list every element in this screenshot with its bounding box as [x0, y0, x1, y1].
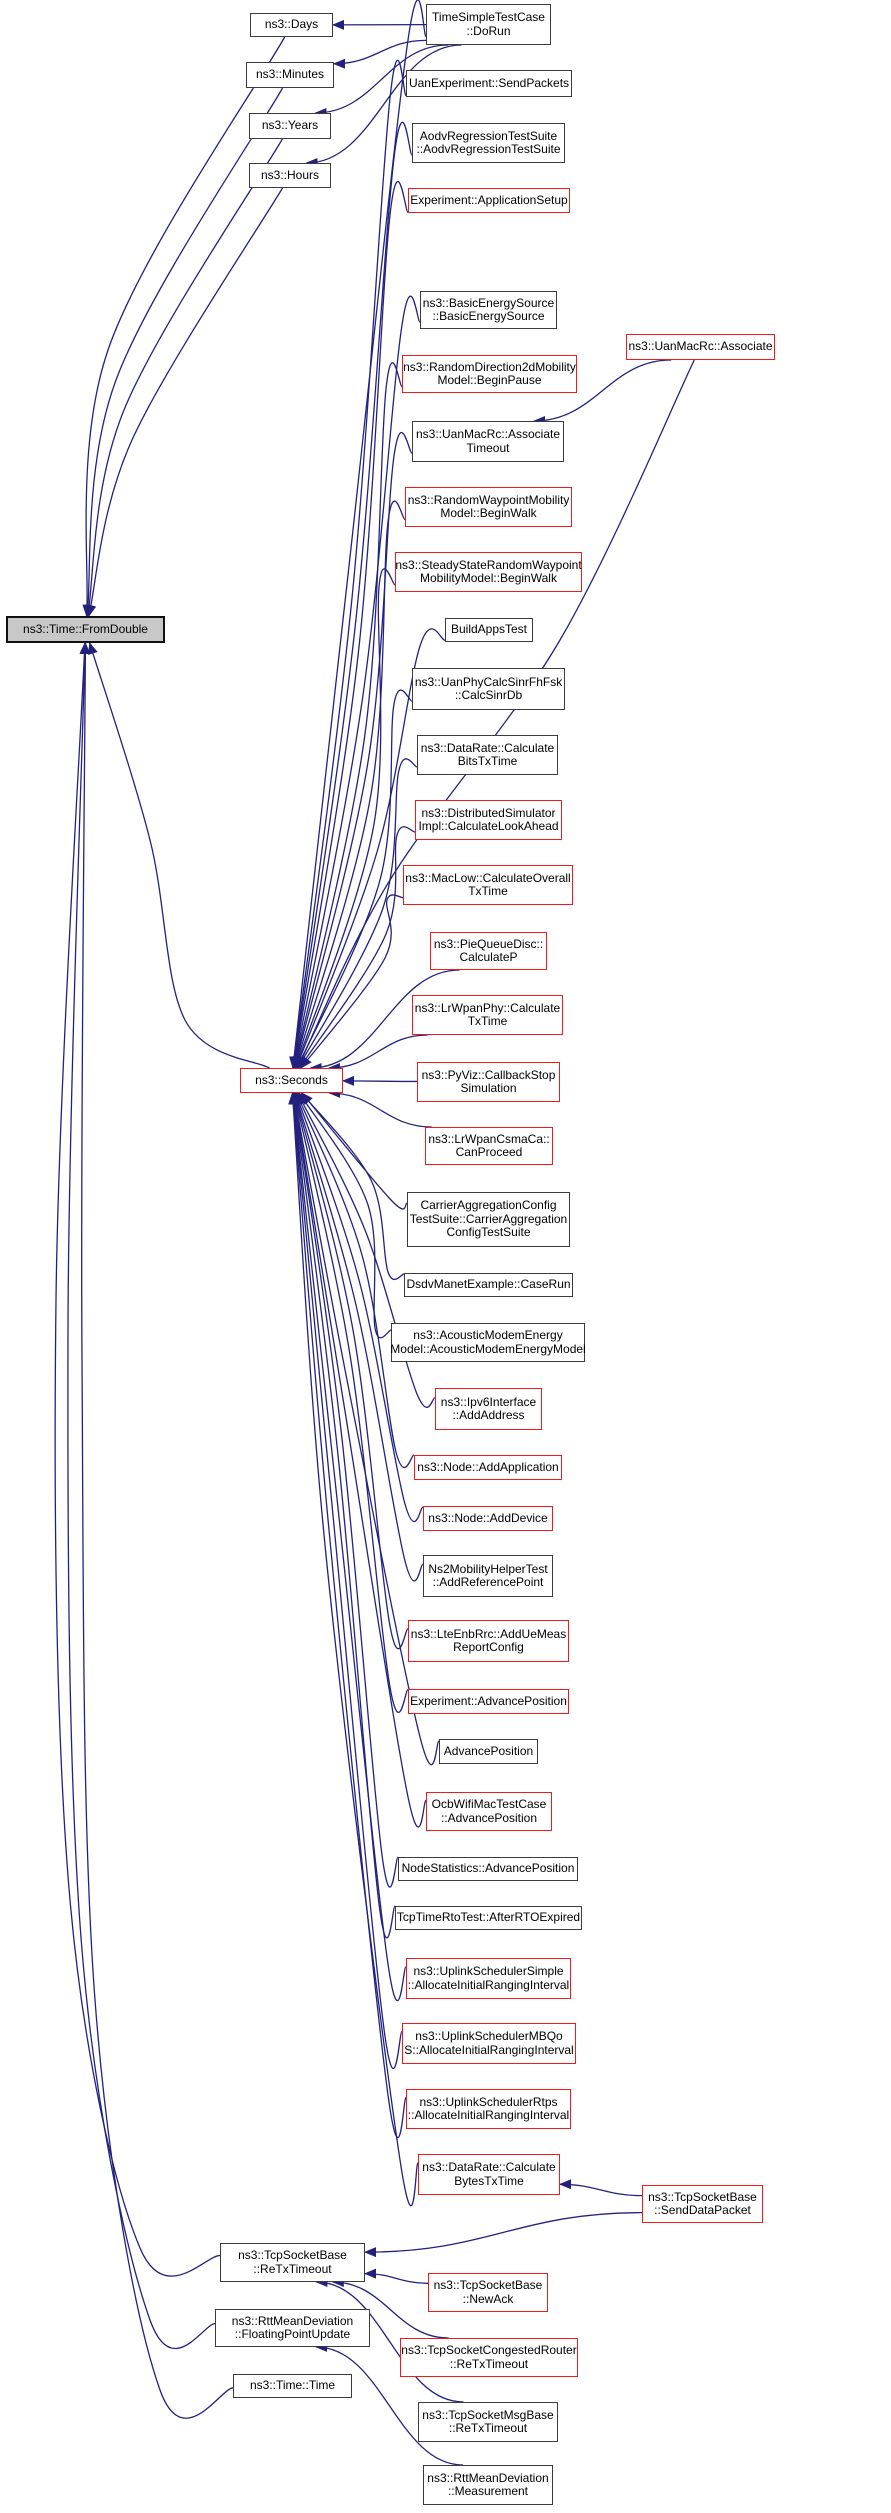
node-label: ::SendDataPacket	[654, 2203, 751, 2217]
node-label: ::DoRun	[466, 23, 511, 38]
call-edge-hours-to-fromdouble	[89, 188, 283, 616]
node-label: ns3::Days	[264, 17, 319, 32]
graph-node-newack[interactable]	[428, 2273, 548, 2312]
node-label: TestSuite::CarrierAggregation	[409, 1211, 568, 1226]
call-edge-overalltxtime-to-seconds	[301, 895, 403, 1068]
node-label: ns3::TcpSocketCongestedRouter	[401, 2343, 577, 2357]
node-label: ns3::RttMeanDeviation	[427, 2470, 549, 2485]
node-label: Ns2MobilityHelperTest	[428, 1561, 548, 1576]
graph-node-nodestats_advpos[interactable]	[398, 1857, 578, 1881]
node-label: ns3::PyViz::CallbackStop	[421, 1067, 556, 1082]
node-label: ns3::UplinkSchedulerRtps	[419, 2094, 558, 2109]
graph-node-beginwalk_rw[interactable]	[405, 487, 572, 527]
node-label: Model::BeginWalk	[440, 506, 537, 520]
graph-node-callbackstop[interactable]	[417, 1062, 560, 1102]
node-label: ns3::DistributedSimulator	[421, 805, 556, 820]
graph-node-addapplication[interactable]	[414, 1455, 562, 1480]
node-label: TimeSimpleTestCase	[432, 10, 545, 24]
node-label: ReportConfig	[453, 1640, 524, 1654]
node-label: Experiment::ApplicationSetup	[410, 192, 568, 207]
graph-node-acoustic[interactable]	[391, 1323, 585, 1362]
call-edge-lookahead-to-seconds	[300, 827, 415, 1068]
node-label: ns3::UanMacRc::Associate	[628, 339, 773, 354]
node-label: ns3::RandomWaypointMobility	[407, 492, 570, 507]
node-label: ns3::RandomDirection2dMobility	[403, 359, 576, 374]
call-edge-newack-to-tcp_retx	[365, 2274, 428, 2284]
node-label: ::ReTxTimeout	[448, 2421, 528, 2435]
call-edge-rtt_fpu-to-fromdouble	[68, 643, 215, 2349]
graph-node-carrieragg[interactable]	[407, 1192, 570, 1247]
node-label: ns3::MacLow::CalculateOverall	[405, 870, 571, 885]
call-edge-afterrto-to-seconds	[293, 1093, 395, 1938]
node-label: ns3::UanPhyCalcSinrFhFsk	[414, 674, 563, 689]
graph-node-overalltxtime[interactable]	[403, 865, 573, 905]
node-label: ns3::TcpSocketBase	[433, 2278, 543, 2292]
graph-node-ocb_advpos[interactable]	[426, 1792, 552, 1831]
node-label: ::AddReferencePoint	[432, 1575, 544, 1589]
graph-node-caserun[interactable]	[404, 1273, 573, 1297]
node-label: ns3::UanMacRc::Associate	[415, 427, 561, 441]
graph-node-uls_mbqos[interactable]	[402, 2023, 576, 2064]
node-label: ::AllocateInitialRangingInterval	[407, 2108, 570, 2122]
node-label: UanExperiment::SendPackets	[408, 75, 570, 90]
node-label: AodvRegressionTestSuite	[419, 128, 558, 143]
graph-node-addaddress[interactable]	[435, 1388, 542, 1430]
node-label: Model::AcousticModemEnergyModel	[390, 1341, 586, 1356]
node-label: BytesTxTime	[454, 2173, 524, 2188]
graph-node-assoctimeout[interactable]	[412, 421, 564, 462]
node-label: ns3::Node::AddApplication	[417, 1459, 559, 1474]
node-label: ns3::UplinkSchedulerSimple	[413, 1964, 564, 1978]
graph-node-bitstxtime[interactable]	[417, 735, 558, 775]
graph-node-congested[interactable]	[400, 2338, 578, 2377]
node-label: Timeout	[466, 440, 510, 455]
graph-node-associate[interactable]	[626, 334, 775, 360]
node-label: ns3::TcpSocketBase	[648, 2189, 757, 2204]
node-label: ns3::DataRate::Calculate	[422, 2160, 556, 2174]
graph-node-measurement[interactable]	[423, 2465, 553, 2505]
node-label: ns3::TcpSocketMsgBase	[422, 2407, 554, 2422]
node-label: ::Measurement	[447, 2484, 529, 2498]
node-label: ns3::Time::FromDouble	[23, 621, 148, 636]
node-label: ns3::Ipv6Interface	[440, 1394, 537, 1409]
node-label: ::FloatingPointUpdate	[234, 2327, 351, 2341]
graph-node-fromdouble[interactable]	[6, 616, 165, 643]
call-edge-senddata-to-tcp_retx	[365, 2213, 642, 2253]
node-label: BitsTxTime	[457, 754, 518, 768]
graph-node-rtt_fpu[interactable]	[215, 2309, 370, 2347]
node-label: ns3::BasicEnergySource	[422, 295, 555, 310]
node-label: ns3::LteEnbRrc::AddUeMeas	[410, 1626, 567, 1641]
graph-node-advpos[interactable]	[439, 1739, 538, 1764]
call-edge-dorun-to-seconds	[293, 0, 426, 1068]
node-label: ns3::LrWpanPhy::Calculate	[414, 1000, 561, 1015]
node-label: ConfigTestSuite	[446, 1225, 531, 1240]
node-label: Simulation	[460, 1081, 517, 1095]
node-label: CalculateP	[459, 950, 518, 964]
graph-node-bytestxtime[interactable]	[418, 2154, 560, 2195]
node-label: ::ReTxTimeout	[253, 2261, 332, 2276]
graph-node-senddata[interactable]	[642, 2185, 763, 2223]
graph-node-seconds[interactable]	[240, 1068, 343, 1093]
graph-node-hours[interactable]	[249, 163, 331, 188]
node-label: NodeStatistics::AdvancePosition	[401, 1861, 575, 1876]
node-label: ns3::PieQueueDisc::	[433, 936, 544, 951]
call-edge-beginwalk_rw-to-seconds	[295, 501, 405, 1068]
graph-node-uls_simple[interactable]	[406, 1958, 571, 1999]
node-label: Model::BeginPause	[437, 373, 542, 387]
node-label: TxTime	[467, 1014, 508, 1028]
node-label: ns3::LrWpanCsmaCa::	[428, 1131, 550, 1146]
graph-node-aodv[interactable]	[412, 123, 565, 163]
node-label: OcbWifiMacTestCase	[431, 1797, 547, 1811]
node-label: ns3::Hours	[260, 167, 320, 182]
node-label: ns3::AcousticModemEnergy	[413, 1328, 563, 1342]
call-edge-time_time-to-fromdouble	[82, 643, 233, 2418]
graph-node-days[interactable]	[250, 13, 333, 37]
graph-node-addueme[interactable]	[408, 1620, 569, 1662]
node-label: TxTime	[468, 884, 508, 898]
node-label: DsdvManetExample::CaseRun	[406, 1277, 571, 1292]
graph-node-tcp_retx[interactable]	[220, 2243, 365, 2282]
node-label: CanProceed	[455, 1145, 523, 1159]
graph-node-calcp[interactable]	[430, 932, 547, 970]
node-label: ns3::Seconds	[255, 1072, 328, 1087]
node-label: MobilityModel::BeginWalk	[420, 571, 557, 585]
graph-node-buildapps[interactable]	[445, 618, 533, 642]
graph-node-appsetup[interactable]	[408, 188, 570, 213]
call-edge-beginwalk_ss-to-seconds	[296, 569, 395, 1068]
graph-node-exp_advpos[interactable]	[408, 1689, 569, 1714]
graph-node-calcsinr[interactable]	[412, 668, 565, 710]
graph-node-sendpackets[interactable]	[406, 70, 572, 97]
call-edge-addueme-to-seconds	[295, 1093, 408, 1649]
node-label: ns3::Minutes	[255, 67, 325, 82]
graph-node-canproceed[interactable]	[425, 1127, 553, 1165]
graph-node-beginwalk_ss[interactable]	[395, 552, 582, 592]
node-label: ns3::RttMeanDeviation	[231, 2313, 354, 2328]
graph-node-msgbase[interactable]	[418, 2402, 558, 2442]
graph-node-lookahead[interactable]	[415, 800, 562, 840]
call-edge-lrwpantxtime-to-seconds	[329, 1035, 428, 1068]
node-label: ::AdvancePosition	[440, 1810, 538, 1825]
node-label: ns3::Node::AddDevice	[428, 1510, 548, 1525]
graph-node-afterrto[interactable]	[395, 1906, 582, 1930]
node-label: TcpTimeRtoTest::AfterRTOExpired	[396, 1910, 581, 1925]
node-label: Experiment::AdvancePosition	[410, 1693, 567, 1708]
node-label: CarrierAggregationConfig	[420, 1198, 557, 1213]
graph-node-addrefpoint[interactable]	[423, 1555, 553, 1597]
graph-node-adddevice[interactable]	[423, 1506, 553, 1531]
graph-node-time_time[interactable]	[233, 2374, 352, 2398]
call-edge-seconds-to-fromdouble	[90, 643, 270, 1068]
node-label: Impl::CalculateLookAhead	[418, 819, 559, 833]
node-label: ns3::UplinkSchedulerMBQo	[415, 2029, 563, 2043]
call-edge-senddata-to-bytestxtime	[560, 2184, 642, 2195]
node-label: ns3::Time::Time	[249, 2378, 336, 2393]
node-label: AdvancePosition	[443, 1743, 534, 1758]
graph-node-dorun[interactable]	[426, 4, 551, 45]
node-label: ns3::SteadyStateRandomWaypoint	[395, 557, 582, 572]
node-label: ::AddAddress	[452, 1408, 525, 1422]
node-label: ::NewAck	[462, 2291, 514, 2306]
node-label: ns3::TcpSocketBase	[238, 2248, 347, 2262]
call-edge-dorun-to-minutes	[334, 40, 426, 63]
node-label: ns3::Years	[261, 118, 319, 133]
node-label: ::CalcSinrDb	[454, 688, 523, 702]
graph-node-beginpause[interactable]	[402, 355, 577, 393]
graph-node-basicenergy[interactable]	[420, 291, 557, 329]
call-edge-tcp_retx-to-fromdouble	[55, 643, 220, 2276]
graph-node-uls_rtps[interactable]	[406, 2089, 571, 2129]
node-label: ::AodvRegressionTestSuite	[416, 142, 561, 156]
graph-node-years[interactable]	[249, 113, 331, 139]
node-label: BuildAppsTest	[450, 622, 528, 637]
graph-node-lrwpantxtime[interactable]	[412, 995, 563, 1035]
node-label: S::AllocateInitialRangingInterval	[404, 2042, 574, 2057]
node-label: ::ReTxTimeout	[449, 2356, 529, 2371]
call-edge-callbackstop-to-seconds	[343, 1081, 417, 1082]
node-label: ns3::DataRate::Calculate	[420, 740, 555, 755]
node-label: ::AllocateInitialRangingInterval	[407, 1977, 570, 1992]
node-label: ::BasicEnergySource	[432, 309, 545, 323]
call-edge-uls_simple-to-seconds	[293, 1093, 406, 2001]
graph-node-minutes[interactable]	[246, 62, 334, 88]
